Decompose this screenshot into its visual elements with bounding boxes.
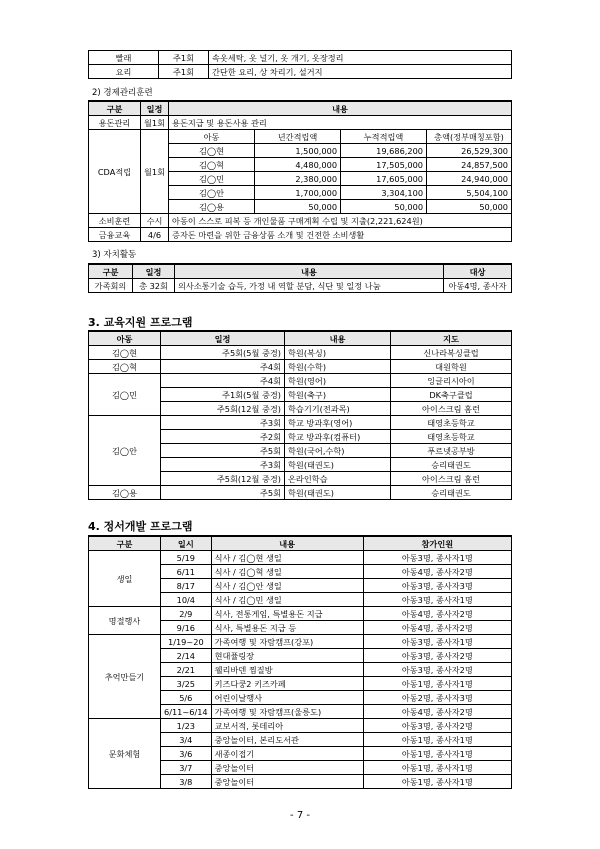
cda-total: 24,940,000 [427, 172, 512, 186]
col-header: 내용 [175, 264, 444, 279]
content: 식사 / 김◯현 생일 [211, 551, 363, 565]
group-label: 추억만들기 [89, 635, 161, 719]
table-row [89, 719, 512, 733]
cda-child: 김◯민 [169, 172, 255, 186]
row-label: 소비훈련 [89, 214, 141, 228]
participants: 아동3명, 종사자2명 [363, 663, 511, 677]
cda-cum: 3,304,100 [341, 186, 427, 200]
col-header: 일시 [161, 536, 212, 551]
cda-child: 김◯현 [169, 144, 255, 158]
content: 학원(영어) [285, 374, 391, 388]
cda-year: 2,380,000 [255, 172, 341, 186]
content: 학교 방과후(컴퓨터) [285, 430, 391, 444]
content: 식사 / 김◯혁 생일 [211, 565, 363, 579]
child-name: 김◯혁 [89, 360, 161, 374]
content: 학원(태권도) [285, 458, 391, 472]
col-header: 내용 [285, 331, 391, 346]
schedule: 주5회(5월 중경) [161, 346, 285, 360]
col-header: 일정 [133, 264, 175, 279]
group-label: 명절행사 [89, 607, 161, 635]
participants: 아동1명, 종사자1명 [363, 775, 511, 789]
col-header: 구분 [89, 264, 133, 279]
table-row [89, 360, 512, 374]
row-freq: 수시 [141, 214, 169, 228]
cda-total: 26,529,300 [427, 144, 512, 158]
date: 3/7 [161, 761, 212, 775]
content: 온라인학습 [285, 472, 391, 486]
content: 중앙놀이터, 본리도서관 [211, 733, 363, 747]
self-subtitle: 3) 자치활동 [92, 250, 137, 260]
schedule: 주5회 [161, 486, 285, 500]
cda-year: 4,480,000 [255, 158, 341, 172]
table-row [89, 279, 512, 293]
cda-cum: 50,000 [341, 200, 427, 214]
date: 8/17 [161, 579, 212, 593]
date: 2/9 [161, 607, 212, 621]
col-header: 구분 [89, 536, 161, 551]
content: 교보서적, 롯데리아 [211, 719, 363, 733]
participants: 아동1명, 종사자1명 [363, 761, 511, 775]
participants: 아동4명, 종사자2명 [363, 607, 511, 621]
date: 3/4 [161, 733, 212, 747]
instructor: 푸르넷공부방 [391, 444, 512, 458]
instructor: 승리태권도 [391, 458, 512, 472]
content: 가족여행 및 자람캠프(울릉도) [211, 705, 363, 719]
col-header: 아동 [89, 331, 161, 346]
content: 웰리바덴 찜질방 [211, 663, 363, 677]
schedule: 주4회 [161, 360, 285, 374]
col-header: 일정 [141, 101, 169, 116]
participants: 아동1명, 종사자1명 [363, 677, 511, 691]
schedule: 주3회 [161, 416, 285, 430]
date: 6/11~6/14 [161, 705, 212, 719]
schedule: 주5회(12월 중경) [161, 472, 285, 486]
content: 학원(국어,수학) [285, 444, 391, 458]
instructor: 잉글리시아이 [391, 374, 512, 388]
cda-header: 년간적립액 [255, 130, 341, 144]
instructor: 아이스크림 홈런 [391, 402, 512, 416]
group-label: 생일 [89, 551, 161, 607]
cda-label: CDA적립 [89, 130, 141, 214]
participants: 아동4명, 종사자2명 [363, 565, 511, 579]
row-content: 용돈지급 및 용돈사용 관리 [169, 116, 512, 130]
cda-child: 김◯용 [169, 200, 255, 214]
date: 5/19 [161, 551, 212, 565]
content: 현대퓰링장 [211, 649, 363, 663]
cda-header: 아동 [169, 130, 255, 144]
content: 어린이날행사 [211, 691, 363, 705]
content: 중앙놀이터 [211, 775, 363, 789]
cda-total: 50,000 [427, 200, 512, 214]
date: 3/6 [161, 747, 212, 761]
row-label: 금융교육 [89, 228, 141, 242]
schedule: 주5회(12월 중경) [161, 402, 285, 416]
content: 학원(수학) [285, 360, 391, 374]
content: 학원(태권도) [285, 486, 391, 500]
cda-cum: 19,686,200 [341, 144, 427, 158]
table-row [89, 374, 512, 388]
col-header: 대상 [444, 264, 512, 279]
date: 3/8 [161, 775, 212, 789]
row-content: 속옷세탁, 옷 널기, 옷 개기, 옷장정리 [209, 51, 512, 65]
content: 식사 / 김◯민 생일 [211, 593, 363, 607]
row-freq: 4/6 [141, 228, 169, 242]
row-target: 아동4명, 종사자 [444, 279, 512, 293]
econ-subtitle: 2) 경제관리훈련 [92, 88, 153, 98]
content: 식사 / 김◯안 생일 [211, 579, 363, 593]
schedule: 주5회 [161, 444, 285, 458]
schedule: 주2회 [161, 430, 285, 444]
table-row [89, 551, 512, 565]
cda-header: 누적적립액 [341, 130, 427, 144]
instructor: 승리태권도 [391, 486, 512, 500]
row-label: 용돈관리 [89, 116, 141, 130]
row-label: 요리 [89, 65, 159, 79]
col-header: 일정 [161, 331, 285, 346]
instructor: 태영초등학교 [391, 430, 512, 444]
participants: 아동3명, 종사자2명 [363, 719, 511, 733]
content: 가족여행 및 자람캠프(강포) [211, 635, 363, 649]
table-row [89, 228, 512, 242]
instructor: 태영초등학교 [391, 416, 512, 430]
cda-year: 1,500,000 [255, 144, 341, 158]
row-freq: 주1회 [159, 51, 209, 65]
edu-title: 3. 교육지원 프로그램 [88, 316, 193, 329]
participants: 아동1명, 종사자1명 [363, 733, 511, 747]
child-name: 김◯민 [89, 374, 161, 416]
content: 학원(복싱) [285, 346, 391, 360]
content: 중앙놀이터 [211, 761, 363, 775]
table-row [89, 214, 512, 228]
date: 2/14 [161, 649, 212, 663]
row-label: 빨래 [89, 51, 159, 65]
table-row [89, 65, 512, 79]
table-row [89, 607, 512, 621]
table-row [89, 346, 512, 360]
cda-child: 김◯혁 [169, 158, 255, 172]
schedule: 주4회 [161, 374, 285, 388]
row-content: 증자돈 마련을 위한 금융상품 소개 및 건전한 소비생활 [169, 228, 512, 242]
group-label: 문화체험 [89, 719, 161, 789]
instructor: DK축구클럽 [391, 388, 512, 402]
child-name: 김◯용 [89, 486, 161, 500]
schedule: 주1회(5월 중경) [161, 388, 285, 402]
emo-title: 4. 정서개발 프로그램 [88, 520, 193, 533]
content: 식사, 특별용돈 지급 등 [211, 621, 363, 635]
date: 9/16 [161, 621, 212, 635]
participants: 아동4명, 종사자2명 [363, 621, 511, 635]
date: 5/6 [161, 691, 212, 705]
participants: 아동2명, 종사자3명 [363, 691, 511, 705]
row-freq: 총 32회 [133, 279, 175, 293]
row-freq: 주1회 [159, 65, 209, 79]
content: 키즈다쿵2 키즈카페 [211, 677, 363, 691]
participants: 아동3명, 종사자1명 [363, 635, 511, 649]
page-number: - 7 - [290, 810, 310, 821]
content: 학교 방과후(영어) [285, 416, 391, 430]
content: 식사, 전통게임, 특별용돈 지급 [211, 607, 363, 621]
housework-table [88, 50, 512, 79]
content: 새종이접기 [211, 747, 363, 761]
participants: 아동3명, 종사자3명 [363, 579, 511, 593]
emo-table [88, 535, 512, 789]
econ-table [88, 100, 512, 242]
participants: 아동3명, 종사자1명 [363, 593, 511, 607]
table-row [89, 116, 512, 130]
cda-freq: 월1회 [141, 130, 169, 214]
instructor: 신나라복싱클럽 [391, 346, 512, 360]
row-label: 가족회의 [89, 279, 133, 293]
col-header: 지도 [391, 331, 512, 346]
cda-year: 50,000 [255, 200, 341, 214]
cda-cum: 17,505,000 [341, 158, 427, 172]
cda-total: 5,504,100 [427, 186, 512, 200]
instructor: 대원학원 [391, 360, 512, 374]
self-table [88, 263, 512, 293]
table-row [89, 51, 512, 65]
cda-cum: 17,605,000 [341, 172, 427, 186]
col-header: 내용 [211, 536, 363, 551]
participants: 아동1명, 종사자1명 [363, 747, 511, 761]
col-header: 참가인원 [363, 536, 511, 551]
child-name: 김◯안 [89, 416, 161, 486]
date: 1/19~20 [161, 635, 212, 649]
date: 3/25 [161, 677, 212, 691]
participants: 아동4명, 종사자2명 [363, 705, 511, 719]
schedule: 주3회 [161, 458, 285, 472]
date: 6/11 [161, 565, 212, 579]
content: 학습기기(전과목) [285, 402, 391, 416]
col-header: 내용 [169, 101, 512, 116]
row-content: 아동이 스스로 피복 등 개인물품 구매계획 수립 및 지출(2,221,624원) [169, 214, 512, 228]
date: 1/23 [161, 719, 212, 733]
edu-table [88, 330, 512, 500]
instructor: 아이스크림 홈런 [391, 472, 512, 486]
child-name: 김◯현 [89, 346, 161, 360]
cda-total: 24,857,500 [427, 158, 512, 172]
table-row [89, 486, 512, 500]
participants: 아동3명, 종사자2명 [363, 649, 511, 663]
date: 10/4 [161, 593, 212, 607]
row-content: 간단한 요리, 상 차리기, 설거지 [209, 65, 512, 79]
cda-header: 총액(정부매칭포함) [427, 130, 512, 144]
participants: 아동3명, 종사자1명 [363, 551, 511, 565]
row-freq: 월1회 [141, 116, 169, 130]
col-header: 구분 [89, 101, 141, 116]
content: 학원(축구) [285, 388, 391, 402]
table-row [89, 635, 512, 649]
row-content: 의사소통기술 습득, 가정 내 역할 분담, 식단 및 일정 나눔 [175, 279, 444, 293]
cda-child: 김◯안 [169, 186, 255, 200]
table-row [89, 416, 512, 430]
cda-year: 1,700,000 [255, 186, 341, 200]
date: 2/21 [161, 663, 212, 677]
